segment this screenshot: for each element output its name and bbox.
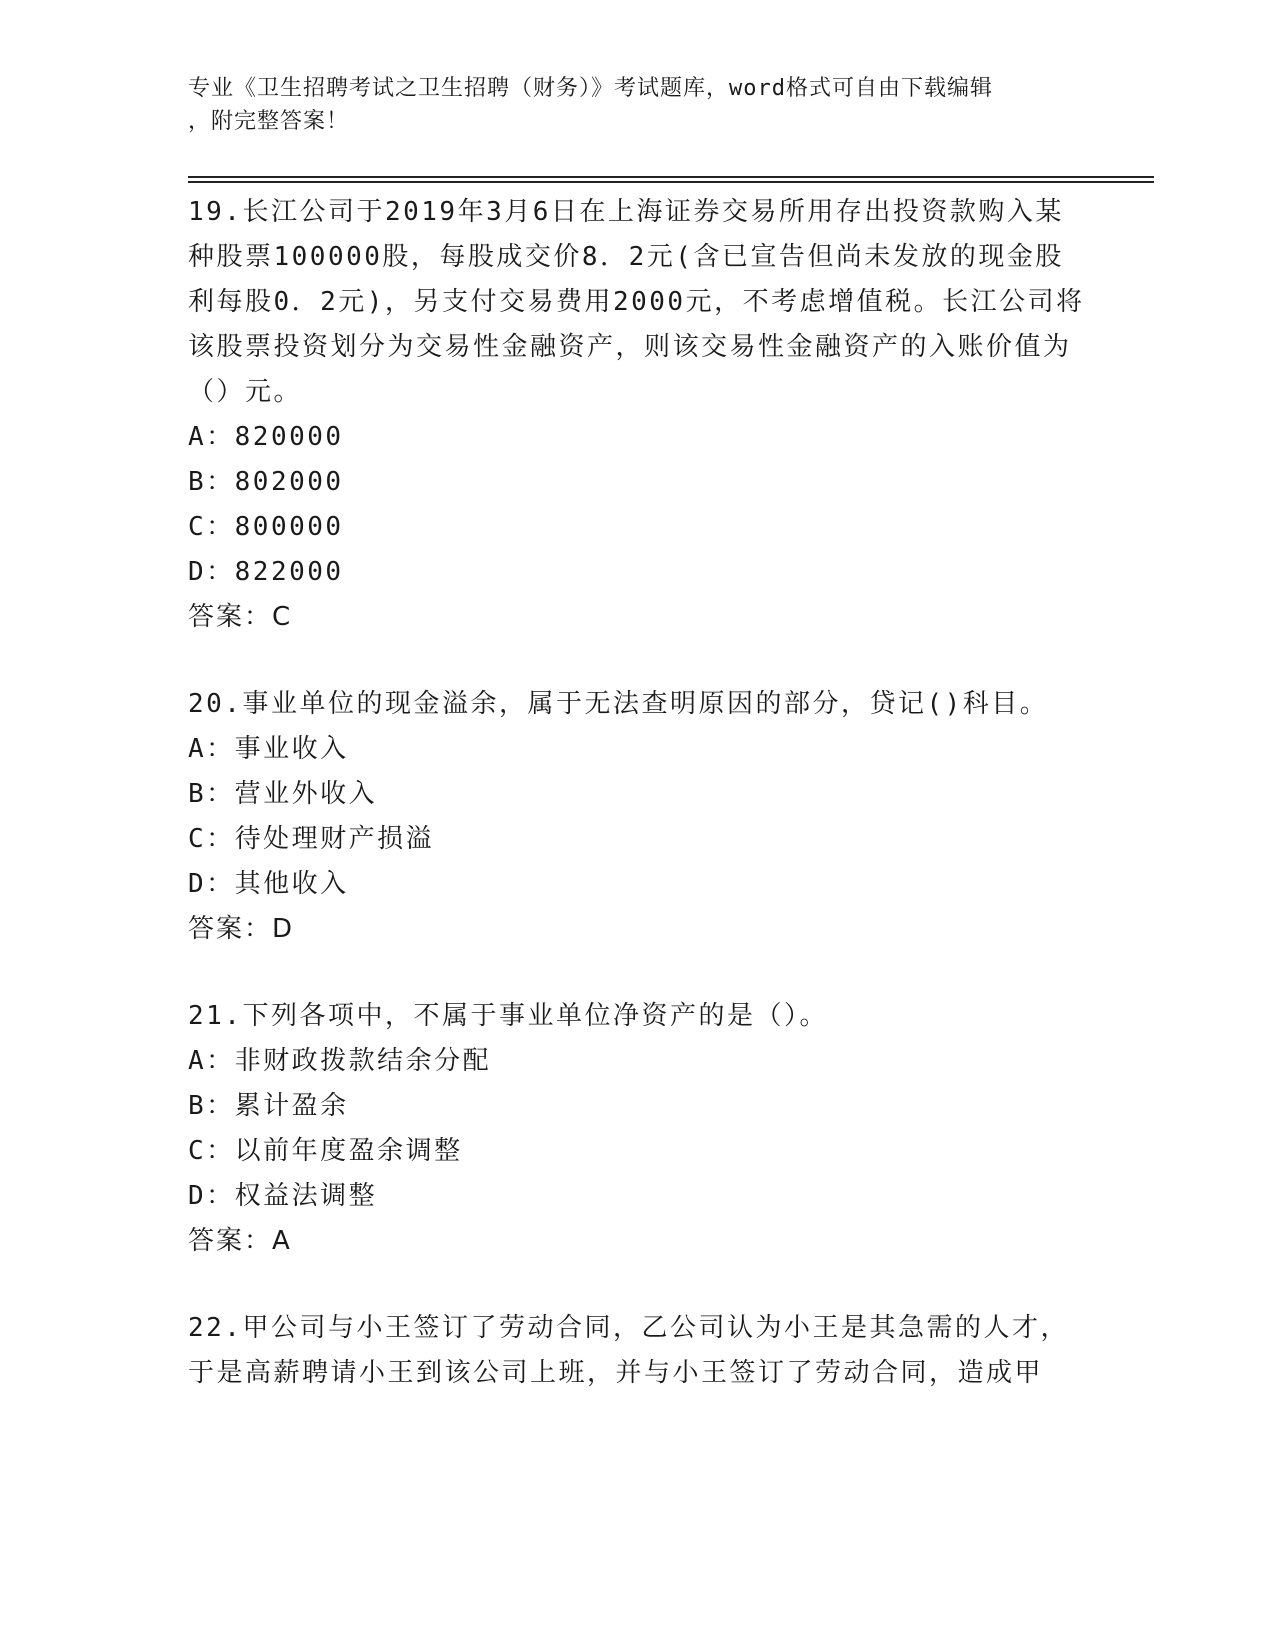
option-a: A：820000 bbox=[188, 422, 344, 452]
option-b: B：营业外收入 bbox=[188, 779, 378, 809]
header-rule-top bbox=[188, 176, 1154, 178]
question-text: 21.下列各项中，不属于事业单位净资产的是（）。 bbox=[188, 1001, 828, 1031]
answer-line bbox=[188, 1219, 1088, 1264]
answer-value: C bbox=[272, 602, 293, 632]
header-line-1: 专业《卫生招聘考试之卫生招聘（财务）》考试题库，word格式可自由下载编辑 bbox=[188, 76, 993, 101]
header-rule-bottom bbox=[188, 181, 1154, 183]
header-line-2: ，附完整答案！ bbox=[188, 109, 350, 134]
question-19 bbox=[188, 190, 1088, 640]
option-d: D：822000 bbox=[188, 557, 344, 587]
question-list bbox=[188, 190, 1088, 1424]
document-header bbox=[188, 72, 1088, 138]
answer-line bbox=[188, 595, 1088, 640]
question-text: 22.甲公司与小王签订了劳动合同，乙公司认为小王是其急需的人才，于是高薪聘请小王到该公司上班，并与小王签订了劳动合同，造成甲 bbox=[188, 1313, 1069, 1388]
option-d: D：权益法调整 bbox=[188, 1181, 378, 1211]
answer-line bbox=[188, 907, 1088, 952]
answer-value: D bbox=[272, 914, 295, 944]
option-c: C：800000 bbox=[188, 512, 344, 542]
answer-label: 答案： bbox=[188, 602, 273, 632]
option-a: A：事业收入 bbox=[188, 734, 349, 764]
option-c: C：以前年度盈余调整 bbox=[188, 1136, 463, 1166]
question-21 bbox=[188, 994, 1088, 1264]
option-b: B：累计盈余 bbox=[188, 1091, 349, 1121]
answer-label: 答案： bbox=[188, 1226, 273, 1256]
question-20 bbox=[188, 682, 1088, 952]
question-text: 20.事业单位的现金溢余，属于无法查明原因的部分，贷记()科目。 bbox=[188, 689, 1049, 719]
option-b: B：802000 bbox=[188, 467, 344, 497]
option-a: A：非财政拨款结余分配 bbox=[188, 1046, 492, 1076]
question-22 bbox=[188, 1306, 1088, 1396]
answer-label: 答案： bbox=[188, 914, 273, 944]
option-d: D：其他收入 bbox=[188, 869, 349, 899]
answer-value: A bbox=[272, 1226, 292, 1256]
option-c: C：待处理财产损溢 bbox=[188, 824, 435, 854]
question-text: 19.长江公司于2019年3月6日在上海证券交易所用存出投资款购入某种股票100000股，每股成交价8．2元(含已宣告但尚未发放的现金股利每股0．2元)，另支付交易费用2000元，不考虑增值税。长江公司将该股票投资划分为交易性金融资产，则该交易性金融资产的入账价值为（）元。 bbox=[188, 197, 1085, 407]
